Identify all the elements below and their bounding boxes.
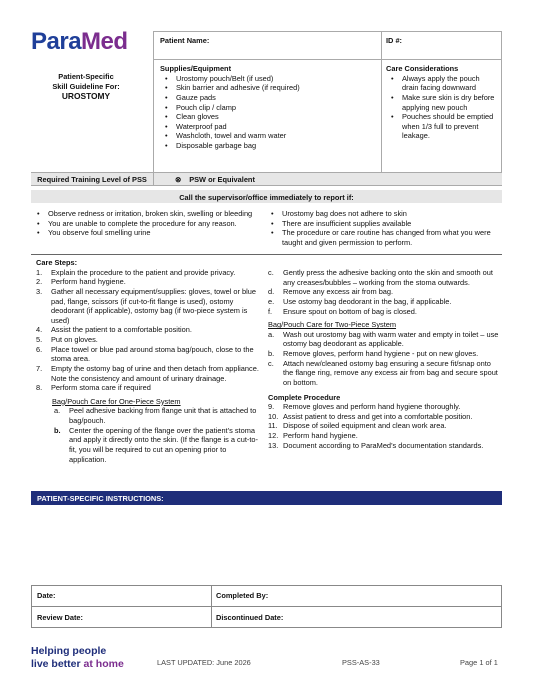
discontinued-date-label: Discontinued Date: [216,613,284,622]
consideration-item: • Pouches should be emptied when 1/3 full to prevent leakage. [388,112,498,141]
sub-step-item: c. Gently press the adhesive backing onto the skin and smooth out any creases/bubbles – working from the stoma outwards. [268,268,493,287]
page-number: Page 1 of 1 [460,658,498,667]
date-label: Date: [37,591,56,600]
tagline: Helping people live better at home [31,645,124,670]
report-title: Call the supervisor/office immediately to report if: [179,193,354,202]
one-piece-title: Bag/Pouch Care for One-Piece System [52,396,181,406]
supply-item: • Waterproof pad [162,122,378,132]
supply-item: • Pouch clip / clamp [162,103,378,113]
divider [381,31,382,172]
report-left [34,209,264,238]
divider [153,172,154,186]
step-item: 11. Dispose of soiled equipment and clean work area. [268,421,447,431]
supplies-section: Supplies/Equipment • Urostomy pouch/Belt (if used) • Skin barrier and adhesive (if required) • Gauze pads • Pouch clip / clamp • Clean gloves • Waterproof pad • Washcloth, towel and warm water • Disposable garbage bag [160,64,378,151]
sub-step-item: a. Peel adhesive backing from flange unit that is attached to bag/pouch. [54,406,257,425]
sub-step-item: b. Remove gloves, perform hand hygiene - put on new gloves. [268,349,479,358]
divider [153,59,502,60]
sub-step-item: f. Ensure spout on bottom of bag is closed. [268,306,417,316]
supply-item: • Clean gloves [162,112,378,122]
report-item: • There are insufficient supplies available [268,219,500,229]
training-value: ⊗ PSW or Equivalent [175,175,255,184]
x-circle-icon: ⊗ [175,175,182,184]
sub-step-item: e. Use ostomy bag deodorant in the bag, if applicable. [268,296,452,306]
care-steps-left [36,258,263,464]
completed-by-label: Completed By: [216,591,269,600]
complete-title: Complete Procedure [268,392,341,402]
instructions-bar: PATIENT-SPECIFIC INSTRUCTIONS: [31,491,502,505]
step-item: 12. Perform hand hygiene. [268,431,358,440]
last-updated: LAST UPDATED: June 2026 [157,658,251,667]
step-item: 1. Explain the procedure to the patient and provide privacy. [36,267,236,277]
step-item: 8. Perform stoma care if required [36,383,151,393]
report-right [268,209,500,248]
divider [31,606,502,607]
step-item: 13. Document according to ParaMed’s documentation standards. [268,440,484,450]
step-item: 2. Perform hand hygiene. [36,277,126,287]
supply-item: • Washcloth, towel and warm water [162,131,378,141]
two-piece-title: Bag/Pouch Care for Two-Piece System [268,320,397,330]
supply-item: • Disposable garbage bag [162,141,378,151]
care-steps-title: Care Steps: [36,258,78,267]
supply-item: • Gauze pads [162,93,378,103]
paramed-logo: ParaMed [31,28,128,55]
supply-item: • Urostomy pouch/Belt (if used) [162,74,378,84]
patient-name-label: Patient Name: [160,36,210,45]
care-considerations-section: Care Considerations • Always apply the pouch drain facing downward • Make sure skin is dry before applying new pouch • Pouches should be emptied when 1/3 full to prevent leakage. [386,64,498,141]
guideline-label: Patient-Specific Skill Guideline For: UROSTOMY [31,72,141,102]
divider [31,254,502,255]
report-item: • You are unable to complete the procedure for any reason. [34,219,264,229]
document-code: PSS-AS-33 [342,658,380,667]
id-label: ID #: [386,36,403,45]
review-date-label: Review Date: [37,613,84,622]
report-item: • Observe redness or irritation, broken skin, swelling or bleeding [34,209,264,219]
step-item: 9. Remove gloves and perform hand hygiene thoroughly. [268,402,461,412]
step-item: 7. Empty the ostomy bag of urine and then detach from appliance. Note the consistency and amount of urinary drainage. [36,363,259,383]
divider [153,31,502,32]
divider [211,585,212,628]
training-label: Required Training Level of PSS [37,175,147,184]
sub-step-item: a. Wash out urostomy bag with warm water and empty in toilet – use ostomy bag deodorant as applicable. [268,329,499,349]
sub-step-item: d. Remove any excess air from bag. [268,287,394,297]
step-item: 6. Place towel or blue pad around stoma bag/pouch, close to the stoma area. [36,344,254,364]
divider [501,31,502,172]
sub-step-item: c. Attach new/cleaned ostomy bag ensuring a secure fit/snap onto the flange ring, remove any excess air from bag and secure spout on bottom. [268,358,498,387]
report-item: • The procedure or care routine has changed from what you were taught and given permission to perform. [268,228,500,247]
step-item: 3. Gather all necessary equipment/supplies: gloves, towel or blue pad, flange, scissors (if cut-to-fit flange is used), ostomy deodorant (if applicable), ostomy bag (if two-piece system is used) [36,286,256,325]
step-item: 4. Assist the patient to a comfortable position. [36,325,192,335]
consideration-item: • Make sure skin is dry before applying new pouch [388,93,498,112]
step-item: 10. Assist patient to dress and get into a comfortable position. [268,411,473,421]
consideration-item: • Always apply the pouch drain facing downward [388,74,498,93]
care-steps-right [268,268,500,450]
guideline-title: UROSTOMY [61,91,111,102]
supply-item: • Skin barrier and adhesive (if required) [162,83,378,93]
divider [153,31,154,172]
report-item: • You observe foul smelling urine [34,228,264,238]
step-item: 5. Put on gloves. [36,335,98,344]
sub-step-item: b. Center the opening of the flange over the patient’s stoma and apply it directly onto the skin. (If the flange is a cut-to-fit, you will be required to cut an opening prior to application. [54,425,258,464]
report-item: • Urostomy bag does not adhere to skin [268,209,500,219]
